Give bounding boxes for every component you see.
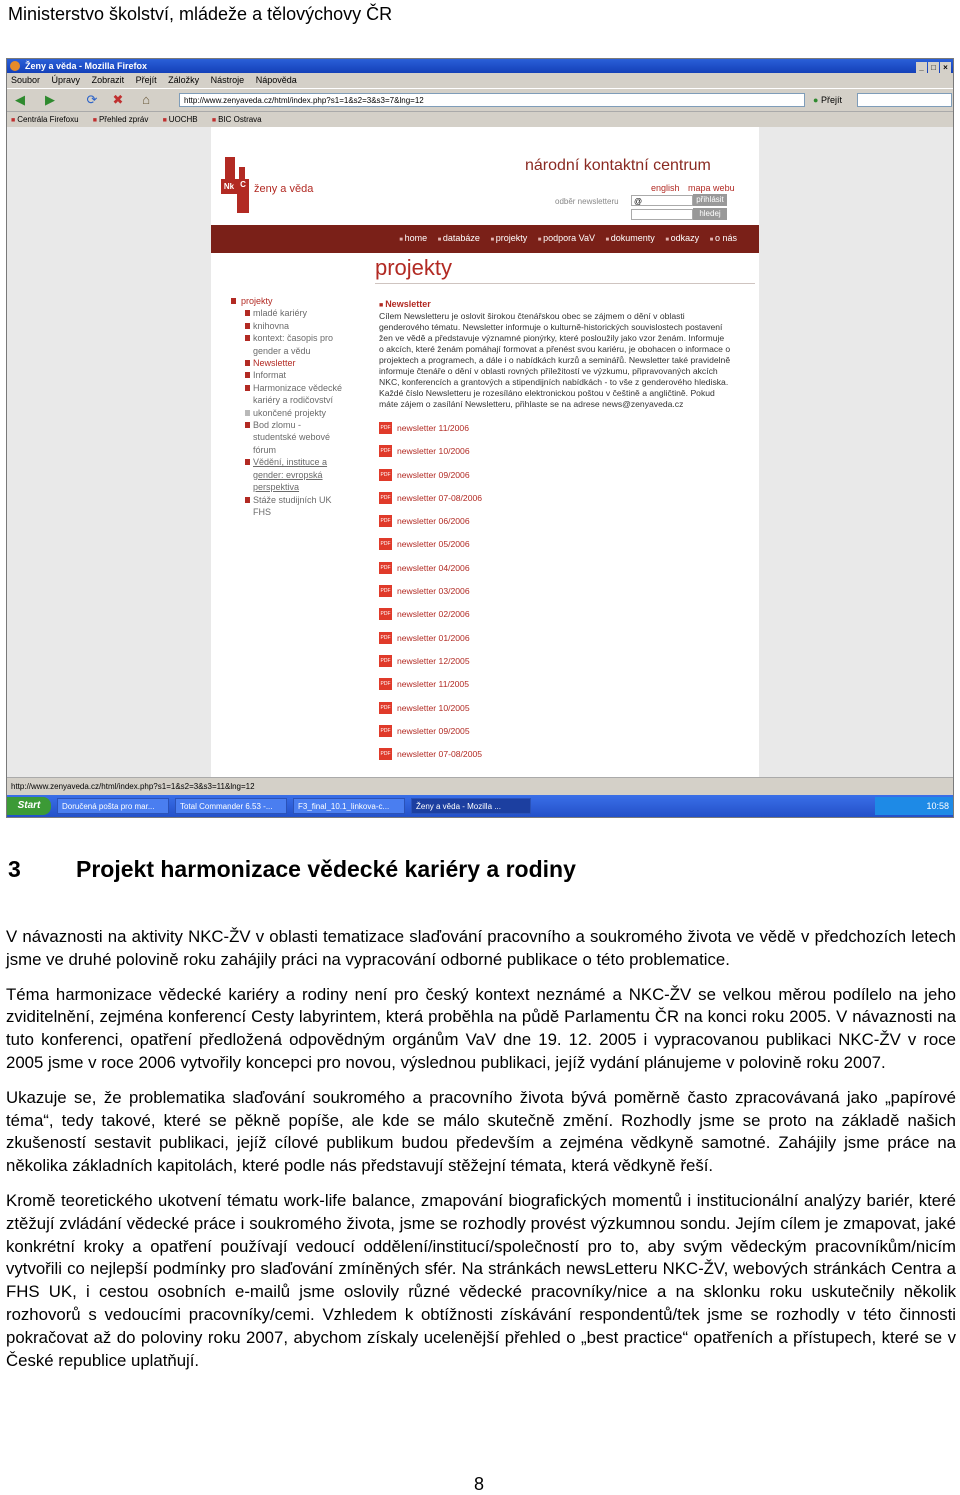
newsletter-pdf-link[interactable]: PDF newsletter 11/2005 xyxy=(379,678,731,701)
sidebar-menu xyxy=(231,295,343,518)
body-paragraph: V návaznosti na aktivity NKC-ŽV v oblasti tematizace slaďování pracovního a soukromého života ve vědě v předchozích letech jsme ve druhé polovině roku zahájily práci na vypracování odborné publikace o této problematice. xyxy=(6,927,956,969)
status-bar: http://www.zenyaveda.cz/html/index.php?s1=1&s2=3&s3=11&lng=12 xyxy=(7,777,953,795)
bookmark-item[interactable]: ■ Centrála Firefoxu xyxy=(11,115,79,124)
menu-upravy[interactable]: Úpravy xyxy=(51,75,81,85)
nav-podpora-vav[interactable]: ■ podpora VaV xyxy=(538,233,595,243)
menu-zobrazit[interactable]: Zobrazit xyxy=(91,75,125,85)
newsletter-pdf-link[interactable]: PDF newsletter 07-08/2006 xyxy=(379,492,731,515)
window-controls xyxy=(915,60,951,74)
newsletter-subscribe-label: odběr newsletteru xyxy=(555,197,619,206)
body-paragraph: Ukazuje se, že problematika slaďování soukromého a pracovního života bývá poměrně často zpracovávaná jako „papírové téma“, tedy takové, které se pěkně popíše, ale kde se málo skutečně změní. Rozhodly jsme se proto na základě našich zkušeností sestavit publikaci, jejíž cílové publikum budou především a zejména vědkyně samotné. Zahájily jsme práce na několika základních kapitolách, které podle nás představují stěžejní témata, která vědkyně řeší. xyxy=(6,1087,956,1176)
nav-home[interactable]: ■ home xyxy=(399,233,427,243)
sidebar-item[interactable]: Newsletter xyxy=(231,357,343,369)
window-title: Ženy a věda - Mozilla Firefox xyxy=(25,61,148,71)
nav-o-nas[interactable]: ■ o nás xyxy=(710,233,737,243)
bookmark-item[interactable]: ■ Přehled zpráv xyxy=(93,115,149,124)
menu-zalozky[interactable]: Záložky xyxy=(168,75,200,85)
newsletter-pdf-link[interactable]: PDF newsletter 02/2006 xyxy=(379,608,731,631)
newsletter-pdf-link[interactable]: PDF newsletter 07-08/2005 xyxy=(379,748,731,771)
newsletter-pdf-link[interactable]: PDF newsletter 03/2006 xyxy=(379,585,731,608)
nav-odkazy[interactable]: ■ odkazy xyxy=(665,233,699,243)
system-tray-clock: 10:58 xyxy=(875,797,953,815)
body-paragraph: Téma harmonizace vědecké kariéry a rodiny není pro český kontext neznámé a NKC-ŽV se velkou měrou podílelo na jeho zviditelnění, zejména konferencí Cesty labyrintem, která proběhla na půdě Parlamentu ČR na konci roku 2005. V návaznosti na tuto konferenci, opatření předložená odpovědným orgánům VaV dne 19. 12. 2005 i vypracovanou publikaci NKC-ŽV v roce 2005 jsme v roce 2006 vytvořily koncepci pro novou, výslednou publikaci, jejíž vydání plánujeme v polovině roku 2007. xyxy=(6,984,956,1072)
newsletter-description: Cílem Newsletteru je oslovit širokou čtenářskou obec se zájmem o dění v oblasti genderového tématu. Newsletter informuje o kulturně-historických souvislostech postavení žen ve vědě a představuje významné pionýrky, které posloužily jako vzor ženám. Informuje o akcích, které ženám pomáhají formovat a přenést svou kariéru, je obohacen o informace o projektech a programech, a dále i o nabídkách kurzů a seminářů. Newsletter také pravidelně informuje čtenáře o dění v oblasti rovných příležitostí ve výzkumu, připravovaných akcích NKC, konferencích a grantových a stipendijních nabídkách - to vše z genderového hlediska. Každé číslo Newsletteru je rozesíláno elektronickou poštou v češtině a angličtině. Pokud máte zájem o zasílání Newsletteru, přihlaste se na adrese news@zenyaveda.cz xyxy=(379,311,731,409)
document-header: Ministerstvo školství, mládeže a tělovýchovy ČR xyxy=(8,4,393,24)
search-button[interactable]: hledej xyxy=(693,208,727,220)
english-link[interactable]: english xyxy=(651,183,680,193)
heading-divider xyxy=(375,283,755,284)
page-number: 8 xyxy=(474,1474,485,1494)
sidebar-item[interactable]: kontext: časopis pro gender a vědu xyxy=(231,332,343,357)
menu-prejit[interactable]: Přejít xyxy=(135,75,157,85)
bookmark-item[interactable]: ■ BIC Ostrava xyxy=(212,115,262,124)
firefox-icon xyxy=(10,61,20,71)
newsletter-pdf-link[interactable]: PDF newsletter 04/2006 xyxy=(379,562,731,585)
sidebar-item[interactable]: Stáže studijních UK FHS xyxy=(231,494,343,519)
section-title: Projekt harmonizace vědecké kariéry a rodiny xyxy=(76,856,576,882)
browser-screenshot xyxy=(6,58,954,818)
menu-nastroje[interactable]: Nástroje xyxy=(210,75,245,85)
menu-soubor[interactable]: Soubor xyxy=(11,75,41,85)
section-number: 3 xyxy=(8,856,21,882)
minimize-icon[interactable]: _ xyxy=(916,62,927,73)
main-content xyxy=(379,299,731,771)
newsletter-pdf-link[interactable]: PDF newsletter 01/2006 xyxy=(379,632,731,655)
back-icon[interactable]: ◀ xyxy=(15,92,25,107)
home-icon[interactable]: ⌂ xyxy=(142,92,150,107)
taskbar-item-active[interactable]: Ženy a věda - Mozilla ... xyxy=(411,798,531,814)
site-nav xyxy=(211,225,759,253)
taskbar-item[interactable]: F3_final_10.1_linkova-c... xyxy=(293,798,405,814)
newsletter-pdf-link[interactable]: PDF newsletter 11/2006 xyxy=(379,422,731,445)
stop-icon[interactable]: ✖ xyxy=(112,92,124,107)
bookmark-item[interactable]: ■ UOCHB xyxy=(163,115,198,124)
go-label: Přejít xyxy=(820,95,842,105)
newsletter-pdf-link[interactable]: PDF newsletter 09/2005 xyxy=(379,725,731,748)
close-icon[interactable]: × xyxy=(940,62,951,73)
newsletter-pdf-link[interactable]: PDF newsletter 05/2006 xyxy=(379,538,731,561)
site-search-input[interactable] xyxy=(631,209,693,220)
taskbar xyxy=(7,795,953,817)
sitemap-link[interactable]: mapa webu xyxy=(688,183,735,193)
body-paragraph: Kromě teoretického ukotvení tématu work-life balance, zmapování biografických momentů i institucionální analýzy bariér, které ztěžují zvládání vědecké práce i soukromého života, jsme se rozhodly provést výzkumnou sondu. Jejím cílem je zmapovat, jaké konkrétní kroky a opatření používají vedoucí oddělení/institucí/společností pro to, aby svým vědeckým pracovníkům/nicím vytvořili co nejlepší podmínky pro slaďování zmíněných sfér. Na stránkách newsLetteru NKC-ŽV, webových stránkách Centra a FHS UK, i cestou osobních e-mailů jsme oslovily různé vědecké pracovníky/nice a na sklonku roku uskutečnily několik rozhovorů s vedoucími pracovníky/cemi. Vzhledem k obtížnosti získávání respondentů/tek jsme se rozhodly v této činnosti pokračovat až do poloviny roku 2007, abychom získaly ucelenější přehled o „best practice“ opatřeních a přístupech, které se v České republice uplatňují. xyxy=(6,1190,956,1370)
newsletter-pdf-link[interactable]: PDF newsletter 06/2006 xyxy=(379,515,731,538)
document-body xyxy=(6,926,956,1384)
taskbar-item[interactable]: Total Commander 6.53 -... xyxy=(175,798,287,814)
sidebar-item[interactable]: projekty xyxy=(231,295,343,307)
newsletter-pdf-link[interactable]: PDF newsletter 12/2005 xyxy=(379,655,731,678)
newsletter-pdf-link[interactable]: PDF newsletter 10/2005 xyxy=(379,702,731,725)
sidebar-item[interactable]: Vědění, instituce a gender: evropská perspektiva xyxy=(231,456,343,493)
search-box[interactable] xyxy=(857,93,952,107)
menu-bar xyxy=(7,73,953,89)
browser-content xyxy=(7,127,953,777)
sidebar-item[interactable]: Informat xyxy=(231,369,343,381)
nav-databaze[interactable]: ■ databáze xyxy=(438,233,480,243)
window-titlebar xyxy=(7,59,953,73)
newsletter-heading: ■ Newsletter xyxy=(379,299,731,311)
site-title: národní kontaktní centrum xyxy=(525,157,711,174)
website-page xyxy=(211,127,759,777)
top-links xyxy=(645,183,735,193)
section-heading xyxy=(8,856,576,883)
menu-napoveda[interactable]: Nápověda xyxy=(255,75,297,85)
nav-dokumenty[interactable]: ■ dokumenty xyxy=(605,233,654,243)
subscribe-button[interactable]: přihlásit xyxy=(693,194,727,206)
reload-icon[interactable]: ⟳ xyxy=(86,92,98,107)
newsletter-list xyxy=(379,422,731,771)
sidebar-item[interactable]: ukončené projekty xyxy=(231,407,343,419)
page-title: projekty xyxy=(375,255,453,280)
logo-c: C xyxy=(237,179,249,191)
sidebar-item[interactable]: Harmonizace vědecké kariéry a rodičovství xyxy=(231,382,343,407)
nav-projekty[interactable]: ■ projekty xyxy=(490,233,527,243)
url-bar[interactable]: http://www.zenyaveda.cz/html/index.php?s1=1&s2=3&s3=7&lng=12 xyxy=(179,93,805,107)
navigation-toolbar xyxy=(7,89,953,112)
maximize-icon[interactable]: □ xyxy=(928,62,939,73)
sidebar-item[interactable]: mladé kariéry xyxy=(231,307,343,319)
newsletter-email-input[interactable]: @ xyxy=(631,195,693,206)
taskbar-item[interactable]: Doručená pošta pro mar... xyxy=(57,798,169,814)
newsletter-pdf-link[interactable]: PDF newsletter 09/2006 xyxy=(379,469,731,492)
bookmarks-bar xyxy=(7,112,953,128)
logo-nk: Nk xyxy=(221,179,237,194)
forward-icon[interactable]: ▶ xyxy=(45,92,55,107)
sidebar-item[interactable]: Bod zlomu - studentské webové fórum xyxy=(231,419,343,456)
newsletter-pdf-link[interactable]: PDF newsletter 10/2006 xyxy=(379,445,731,468)
go-button[interactable]: ● Přejít xyxy=(813,95,842,105)
sidebar-item[interactable]: knihovna xyxy=(231,320,343,332)
start-button[interactable]: Start xyxy=(7,797,51,815)
logo-text[interactable]: ženy a věda xyxy=(254,183,314,195)
